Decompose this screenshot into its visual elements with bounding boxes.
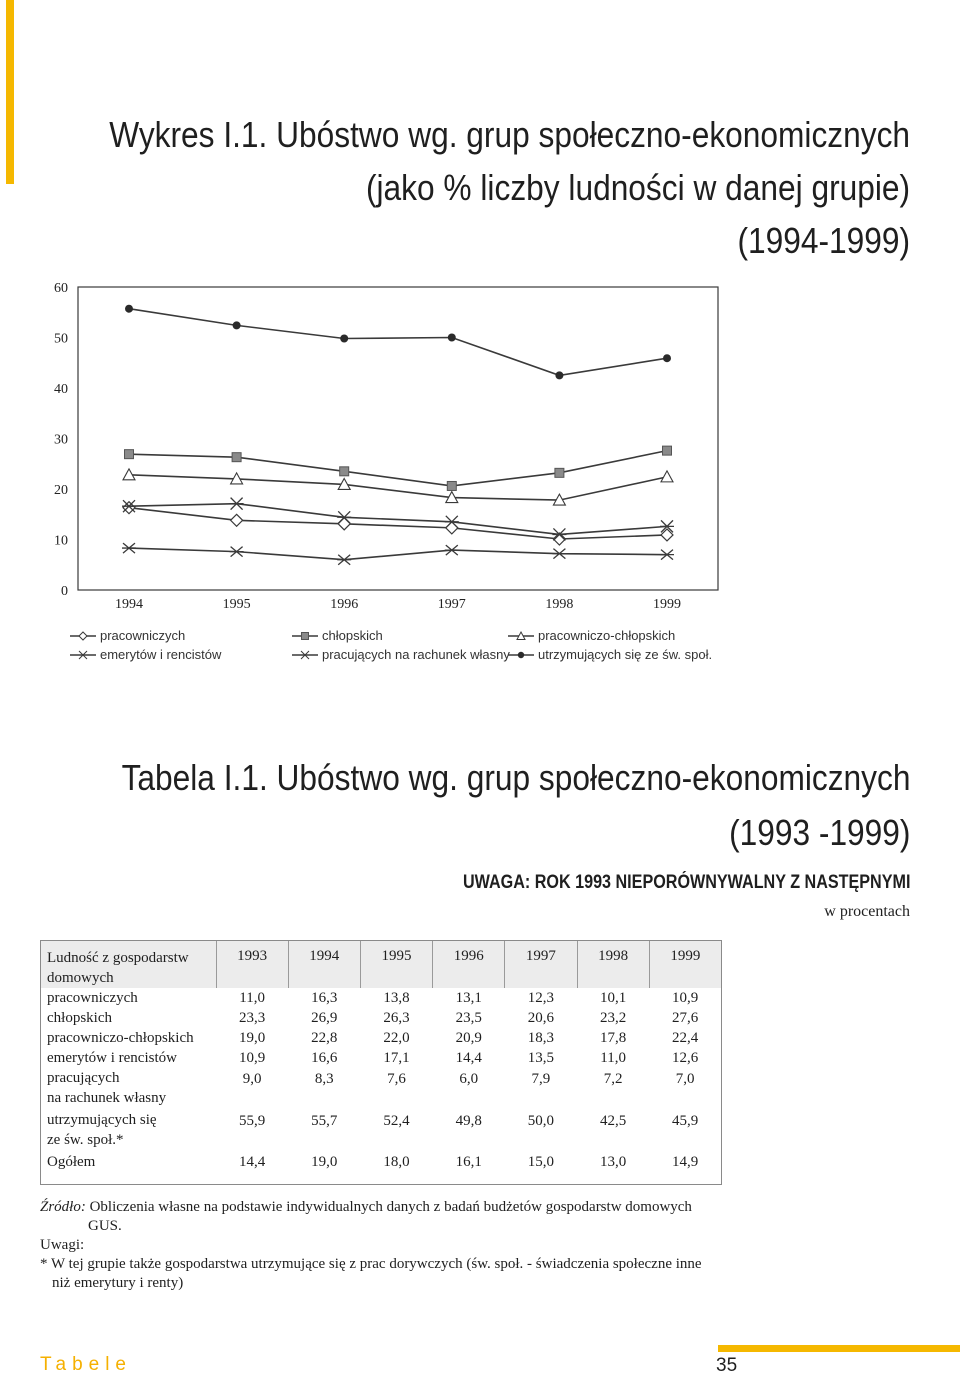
table-cell: 7,9 (531, 1071, 551, 1087)
row-label-line: chłopskich (47, 1009, 112, 1026)
row-label (41, 1152, 216, 1172)
data-point (125, 450, 134, 459)
remarks-label: Uwagi: (40, 1237, 85, 1253)
row-label (41, 1068, 216, 1110)
year-header: 1994 (288, 941, 360, 988)
legend-swatch (70, 649, 96, 661)
legend-item (70, 647, 221, 662)
legend-marker (79, 632, 87, 640)
data-point (122, 543, 136, 553)
data-point (230, 547, 244, 557)
table-cell: 22,4 (671, 1029, 699, 1046)
table-cell: 20,9 (455, 1029, 482, 1046)
series-line (129, 504, 667, 535)
row-label-line: emerytów i rencistów (47, 1049, 177, 1066)
y-tick-label: 60 (54, 281, 68, 296)
table-cell: 42,5 (599, 1113, 627, 1129)
table-cell: 10,9 (238, 1049, 266, 1066)
row-label-line: pracowniczych (47, 989, 138, 1006)
table-cell: 16,1 (455, 1153, 482, 1170)
data-point (446, 522, 458, 534)
year-header: 1999 (649, 941, 721, 988)
table-cell: 10,1 (599, 989, 627, 1006)
table-cell: 55,9 (238, 1113, 266, 1129)
data-point (555, 468, 564, 477)
data-point (552, 549, 566, 559)
chart-title-line-2: (jako % liczby ludności w danej grupie) (365, 167, 910, 208)
series-line (129, 548, 667, 560)
chart-title (109, 108, 910, 267)
data-point (340, 467, 349, 476)
data-point (661, 471, 673, 482)
table-title-line-1: Tabela I.1. Ubóstwo wg. grup społeczno-ekonomicznych (121, 757, 910, 798)
data-point (233, 321, 241, 329)
table-row (41, 1028, 721, 1048)
remark-text: * W tej grupie także gospodarstwa utrzymujące się z prac dorywczych (św. społ. - świadczenia społeczne inne (40, 1256, 702, 1272)
year-header: 1998 (577, 941, 649, 988)
table-cell: 12,6 (671, 1049, 699, 1066)
table-cell: 55,7 (311, 1113, 338, 1129)
table-cell: 7,2 (603, 1071, 623, 1087)
source-note (40, 1198, 716, 1217)
legend-label: pracowniczych (100, 628, 186, 643)
table-cell: 19,0 (238, 1029, 266, 1046)
y-tick-label: 30 (54, 432, 68, 448)
source-label: Źródło: (40, 1199, 86, 1215)
section-name: Tabele (40, 1354, 132, 1375)
table-row (41, 1110, 721, 1152)
data-point (448, 334, 456, 342)
footnotes (40, 1198, 716, 1293)
legend-label: emerytów i rencistów (100, 647, 222, 662)
table-cell: 18,3 (527, 1029, 555, 1046)
legend-item (70, 628, 185, 643)
chart-title-line-3: (1994-1999) (737, 220, 910, 261)
legend-label: utrzymujących się ze św. społ. (538, 647, 713, 662)
legend-swatch (292, 649, 318, 661)
legend-marker (302, 632, 309, 639)
table-cell: 13,5 (527, 1049, 555, 1066)
legend-label: pracowniczo-chłopskich (538, 628, 676, 643)
table-cell: 18,0 (383, 1153, 410, 1170)
data-point (337, 555, 351, 565)
x-tick-label: 1996 (330, 597, 359, 612)
legend-label: chłopskich (322, 628, 383, 643)
year-header: 1995 (360, 941, 432, 988)
table-cell: 23,2 (599, 1009, 627, 1026)
table-cell: 11,0 (239, 989, 265, 1006)
table-cell: 45,9 (671, 1113, 699, 1129)
poverty-table (40, 940, 722, 1185)
table-cell: 9,0 (242, 1071, 262, 1087)
table-cell: 20,6 (527, 1009, 555, 1026)
legend-swatch (70, 630, 96, 642)
table-cell: 16,6 (311, 1049, 338, 1066)
table-cell: 12,3 (527, 989, 555, 1006)
y-tick-label: 50 (54, 331, 68, 347)
table-row (41, 1152, 721, 1172)
table-cell: 10,9 (671, 989, 699, 1006)
x-tick-label: 1997 (437, 597, 466, 612)
row-label-line: utrzymujących się (47, 1112, 157, 1128)
table-cell: 6,0 (459, 1071, 479, 1087)
data-point (338, 518, 350, 530)
data-point (663, 354, 671, 362)
table-cell: 50,0 (527, 1113, 555, 1129)
row-label-line: ze św. społ.* (47, 1132, 124, 1148)
table-cell: 11,0 (600, 1049, 626, 1066)
row-label-line: na rachunek własny (47, 1090, 167, 1106)
x-tick-label: 1998 (545, 597, 574, 612)
table-cell: 16,3 (311, 989, 338, 1006)
legend-label: pracujących na rachunek własny (322, 647, 510, 662)
page-number: 35 (716, 1355, 738, 1376)
line-chart (0, 270, 760, 620)
footer-accent-bar (718, 1345, 960, 1352)
data-point (445, 545, 459, 555)
legend-item (508, 628, 675, 643)
legend-item (508, 647, 712, 662)
data-point (663, 446, 672, 455)
table-cell: 13,0 (599, 1153, 627, 1170)
legend-item (292, 647, 510, 662)
table-row (41, 1008, 721, 1028)
accent-bar (6, 0, 14, 184)
table-cell: 14,4 (455, 1049, 482, 1066)
row-label (41, 1110, 216, 1152)
table-cell: 15,0 (527, 1153, 555, 1170)
row-label (41, 1028, 216, 1048)
row-label-line: pracowniczo-chłopskich (47, 1029, 194, 1046)
plot-area-frame (78, 287, 718, 590)
legend-marker (300, 651, 310, 659)
data-point (340, 335, 348, 343)
data-point (232, 453, 241, 462)
table-row (41, 1068, 721, 1110)
y-tick-label: 0 (61, 584, 68, 599)
chart-title-line-1: Wykres I.1. Ubóstwo wg. grup społeczno-ekonomicznych (109, 114, 910, 155)
table-header-row (41, 941, 721, 988)
legend-swatch (508, 630, 534, 642)
table-cell: 17,1 (383, 1049, 410, 1066)
header-label (41, 941, 216, 988)
data-point (125, 305, 133, 313)
table-cell: 13,8 (383, 989, 410, 1006)
table-cell: 8,3 (314, 1071, 334, 1087)
remark-text-cont: niż emerytury i renty) (52, 1275, 184, 1291)
table-cell: 7,0 (675, 1071, 695, 1087)
series-line (129, 309, 667, 376)
table-cell: 26,3 (383, 1009, 410, 1026)
table-title (121, 750, 910, 860)
x-tick-label: 1995 (222, 597, 251, 612)
data-point (123, 502, 135, 514)
data-point (447, 481, 456, 490)
table-cell: 49,8 (455, 1113, 482, 1129)
data-point (230, 498, 244, 510)
table-row (41, 1048, 721, 1068)
table-cell: 26,9 (311, 1009, 338, 1026)
table-row (41, 988, 721, 1008)
unit-label: w procentach (824, 903, 910, 920)
data-point (231, 514, 243, 526)
y-tick-label: 10 (54, 533, 68, 549)
data-point (660, 550, 674, 560)
row-label (41, 988, 216, 1008)
comparability-note: UWAGA: ROK 1993 NIEPORÓWNYWALNY Z NASTĘPNYMI (462, 872, 910, 893)
legend-marker (518, 651, 524, 657)
table-cell: 13,1 (455, 989, 482, 1006)
legend-swatch (292, 630, 318, 642)
table-cell: 23,3 (238, 1009, 266, 1026)
table-cell: 19,0 (311, 1153, 338, 1170)
table-cell: 22,0 (383, 1029, 410, 1046)
legend-item (292, 628, 383, 643)
data-point (555, 371, 563, 379)
table-cell: 14,4 (238, 1153, 266, 1170)
series-line (129, 508, 667, 539)
x-tick-label: 1999 (653, 597, 681, 612)
table-cell: 23,5 (455, 1009, 482, 1026)
year-header: 1993 (216, 941, 288, 988)
row-label-line: Ogółem (47, 1153, 96, 1170)
header-label-line: Ludność z gospodarstw (47, 950, 189, 966)
source-text-cont: GUS. (88, 1218, 122, 1234)
y-tick-label: 20 (54, 483, 68, 498)
y-tick-label: 40 (54, 382, 68, 397)
series-line (129, 451, 667, 486)
table-cell: 14,9 (671, 1153, 699, 1170)
table-cell: 52,4 (383, 1113, 410, 1129)
source-text: Obliczenia własne na podstawie indywidualnych danych z badań budżetów gospodarstw domowych (89, 1199, 692, 1215)
row-label-line: pracujących (47, 1070, 120, 1086)
legend-marker (78, 651, 88, 659)
table-cell: 22,8 (311, 1029, 338, 1046)
table-cell: 17,8 (599, 1029, 627, 1046)
table-cell: 27,6 (671, 1009, 699, 1026)
year-header: 1997 (505, 941, 577, 988)
row-label (41, 1048, 216, 1068)
x-tick-label: 1994 (115, 597, 143, 612)
year-header: 1996 (433, 941, 505, 988)
row-label (41, 1008, 216, 1028)
table-title-line-2: (1993 -1999) (728, 812, 910, 853)
table-cell: 7,6 (387, 1071, 406, 1087)
header-label-line: domowych (47, 970, 114, 986)
legend-swatch (508, 649, 534, 661)
